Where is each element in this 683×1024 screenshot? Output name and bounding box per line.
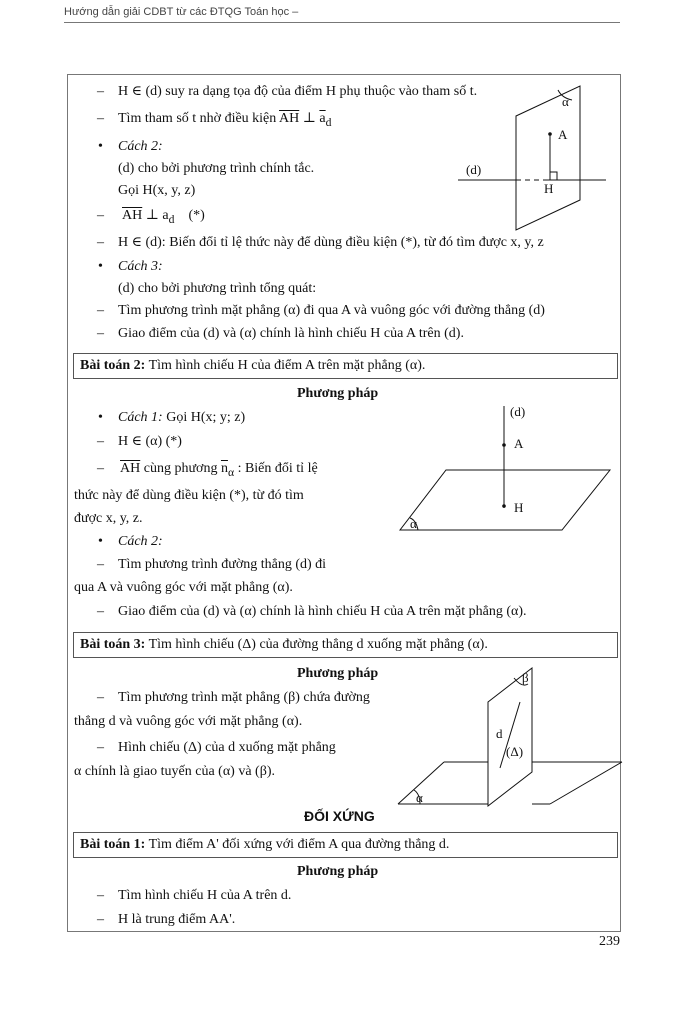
dash: – xyxy=(97,434,104,449)
label-alpha: α xyxy=(416,790,423,805)
method-heading: Phương pháp xyxy=(297,864,379,879)
label-beta: β xyxy=(522,670,529,685)
point-a xyxy=(502,443,506,447)
dash: – xyxy=(97,235,104,250)
line-find-plane-beta-cont: thẳng d và vuông góc với mặt phẳng (α). xyxy=(74,714,303,729)
dash: – xyxy=(97,690,104,705)
plane-beta xyxy=(488,668,532,806)
dash: – xyxy=(97,912,104,927)
heading-cach-3: Cách 3: xyxy=(118,259,163,274)
plane-alpha-right xyxy=(550,762,622,804)
dash: – xyxy=(97,604,104,619)
line-h-in-alpha: H ∈ (α) (*) xyxy=(118,434,182,449)
plane-alpha xyxy=(516,86,580,230)
line-intersection: Giao điểm của (d) và (α) chính là hình chiếu H của A trên (d). xyxy=(118,326,464,341)
problem-title: Bài toán 1: Tìm điểm A' đối xứng với điểm A qua đường thẳng d. xyxy=(80,837,450,852)
problem-box-bt2 xyxy=(73,353,618,379)
header-rule xyxy=(64,22,620,23)
running-header: Hướng dẫn giải CDBT từ các ĐTQG Toán học – xyxy=(64,6,299,18)
line-ah-parallel: $\overline{AH}$ cùng phương $\overline{n}_\alpha$ : Biến đổi tỉ lệ xyxy=(120,461,318,479)
figure-projection-on-line xyxy=(458,82,608,242)
label-d: (d) xyxy=(510,404,526,419)
line-canonical: (d) cho bởi phương trình chính tắc. xyxy=(118,161,315,176)
bullet: • xyxy=(98,410,103,425)
label-alpha: α xyxy=(562,94,569,109)
dash: – xyxy=(97,326,104,341)
figure-projection-on-plane xyxy=(398,402,618,537)
line-general-eq: (d) cho bởi phương trình tổng quát: xyxy=(118,281,317,296)
line-cach-1: Cách 1: Gọi H(x; y; z) xyxy=(118,410,246,425)
line-ratio-cont: thức này để dùng điều kiện (*), từ đó tìm xyxy=(74,488,304,503)
dash: – xyxy=(97,208,104,223)
right-angle-mark xyxy=(550,172,557,180)
line-intersection-plane: Giao điểm của (d) và (α) chính là hình chiếu H của A trên mặt phẳng (α). xyxy=(118,604,527,619)
label-d: (d) xyxy=(466,162,482,177)
line-midpoint: H là trung điểm AA'. xyxy=(118,912,236,927)
line-projection: Hình chiếu (Δ) của d xuống mặt phẳng xyxy=(118,740,336,755)
dash: – xyxy=(97,740,104,755)
label-a: A xyxy=(558,127,568,142)
figure-projection-line-on-plane xyxy=(396,664,626,809)
label-h: H xyxy=(544,181,554,196)
line-find-t: Tìm tham số t nhờ điều kiện $\overline{AH}$ ⊥ $\overline{a}_d$ xyxy=(118,111,332,129)
line-find-projection: Tìm hình chiếu H của A trên d. xyxy=(118,888,292,903)
dash: – xyxy=(97,888,104,903)
bullet: • xyxy=(98,139,103,154)
line-transform-ratio: H ∈ (d): Biến đổi tỉ lệ thức này để dùng điều kiện (*), từ đó tìm được x, y, z xyxy=(118,235,544,250)
section-heading-symmetry: ĐỐI XỨNG xyxy=(304,808,375,824)
problem-box-bt3 xyxy=(73,632,618,658)
line-ah-perp: $\overline{AH}$ ⊥ $a_d$ (*) xyxy=(122,208,205,226)
label-alpha: α xyxy=(410,516,417,531)
line-find-line: Tìm phương trình đường thẳng (d) đi xyxy=(118,557,327,572)
line-find-plane-beta: Tìm phương trình mặt phẳng (β) chứa đường xyxy=(118,690,370,705)
label-a: A xyxy=(514,436,524,451)
dash: – xyxy=(97,461,104,476)
line-h-in-d: H ∈ (d) suy ra dạng tọa độ của điểm H phụ thuộc vào tham số t. xyxy=(118,84,478,99)
label-h: H xyxy=(514,500,524,515)
page-number: 239 xyxy=(599,934,620,949)
heading-cach-2: Cách 2: xyxy=(118,534,163,549)
dash: – xyxy=(97,303,104,318)
line-find-line-cont: qua A và vuông góc với mặt phẳng (α). xyxy=(74,580,293,595)
point-a xyxy=(548,132,552,136)
dash: – xyxy=(97,111,104,126)
problem-title: Bài toán 2: Tìm hình chiếu H của điểm A trên mặt phẳng (α). xyxy=(80,358,426,373)
bullet: • xyxy=(98,534,103,549)
method-heading: Phương pháp xyxy=(297,386,379,401)
bullet: • xyxy=(98,259,103,274)
line-projection-cont: α chính là giao tuyến của (α) và (β). xyxy=(74,764,275,779)
line-xyz: được x, y, z. xyxy=(74,511,143,526)
point-h xyxy=(502,504,506,508)
method-heading: Phương pháp xyxy=(297,666,379,681)
problem-title: Bài toán 3: Tìm hình chiếu (Δ) của đường thẳng d xuống mặt phẳng (α). xyxy=(80,637,488,652)
line-find-plane: Tìm phương trình mặt phẳng (α) đi qua A và vuông góc với đường thẳng (d) xyxy=(118,303,545,318)
label-delta: (Δ) xyxy=(506,744,524,759)
line-goi-h: Gọi H(x, y, z) xyxy=(118,183,196,198)
heading-cach-2: Cách 2: xyxy=(118,139,163,154)
dash: – xyxy=(97,557,104,572)
plane-alpha xyxy=(400,470,610,530)
problem-box-symmetry xyxy=(73,832,618,858)
label-d: d xyxy=(496,726,503,741)
dash: – xyxy=(97,84,104,99)
